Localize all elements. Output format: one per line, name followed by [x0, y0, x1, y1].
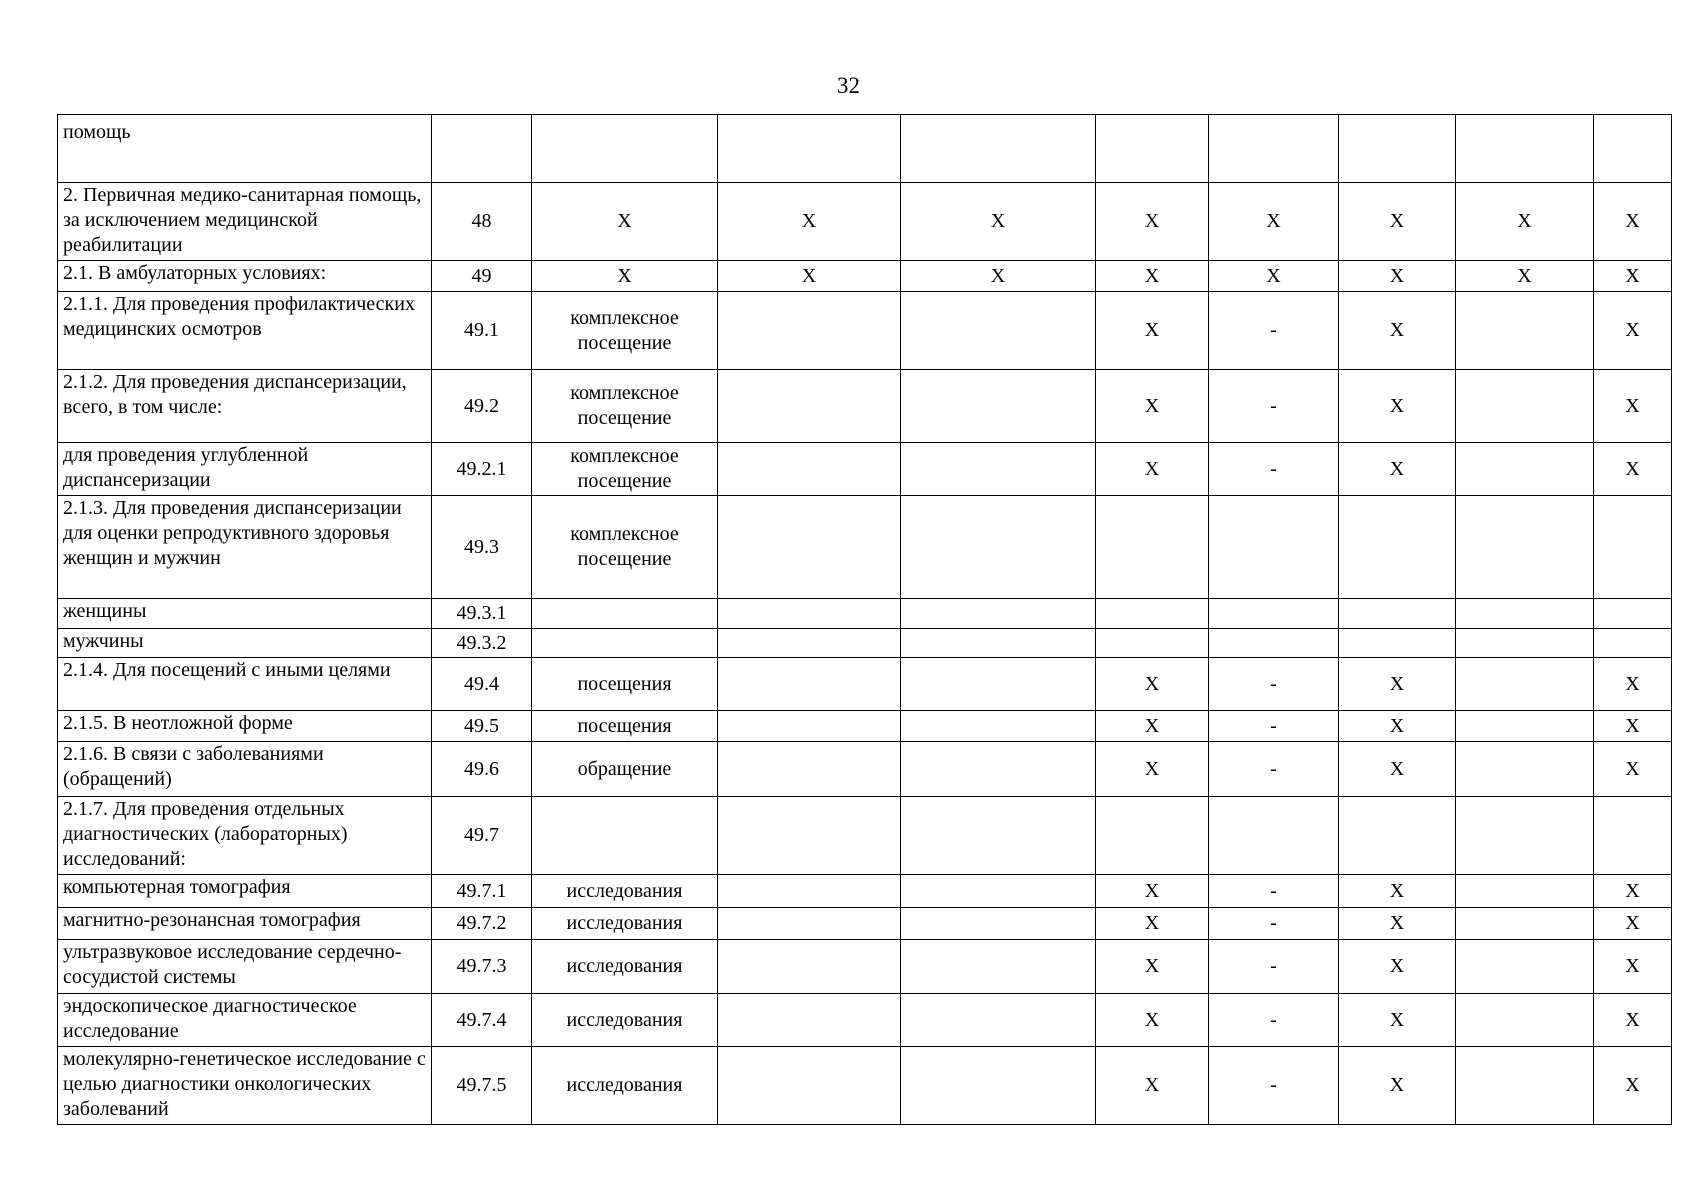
row-value-cell — [1339, 115, 1456, 183]
row-value-cell: X — [1096, 261, 1209, 292]
row-value-cell — [718, 370, 901, 443]
row-value-cell: X — [1594, 261, 1672, 292]
table-row — [58, 496, 1672, 599]
row-value-cell — [1456, 1047, 1594, 1125]
row-value-cell: X — [1096, 994, 1209, 1047]
row-value-cell: - — [1209, 908, 1339, 940]
row-name-cell: 2.1. В амбулаторных условиях: — [58, 261, 432, 292]
row-value-cell: X — [901, 183, 1096, 261]
row-value-cell: - — [1209, 875, 1339, 908]
row-value-cell: X — [1096, 711, 1209, 742]
row-value-cell — [718, 875, 901, 908]
row-value-cell — [901, 292, 1096, 370]
row-value-cell — [1209, 797, 1339, 875]
row-value-cell: X — [1594, 183, 1672, 261]
row-name-cell: 2.1.7. Для проведения отдельных диагностических (лабораторных) исследований: — [58, 797, 432, 875]
row-value-cell: X — [1096, 658, 1209, 711]
row-value-cell — [1096, 115, 1209, 183]
row-value-cell — [901, 875, 1096, 908]
row-value-cell: X — [1096, 292, 1209, 370]
row-value-cell: - — [1209, 940, 1339, 994]
table-row — [58, 629, 1672, 658]
row-value-cell — [901, 711, 1096, 742]
row-value-cell — [901, 629, 1096, 658]
row-value-cell — [1456, 908, 1594, 940]
row-code-cell: 49.7.2 — [432, 908, 532, 940]
row-value-cell — [718, 797, 901, 875]
row-name-cell: 2.1.3. Для проведения диспансеризации для оценки репродуктивного здоровья женщин и мужчин — [58, 496, 432, 599]
row-value-cell — [1209, 496, 1339, 599]
row-value-cell: X — [1096, 1047, 1209, 1125]
row-value-cell — [1456, 711, 1594, 742]
row-value-cell: X — [718, 261, 901, 292]
row-value-cell — [901, 496, 1096, 599]
row-value-cell — [718, 940, 901, 994]
row-code-cell: 49.7.1 — [432, 875, 532, 908]
row-value-cell: X — [1594, 1047, 1672, 1125]
row-value-cell: X — [1594, 443, 1672, 496]
table-row — [58, 940, 1672, 994]
row-unit-cell: посещения — [532, 658, 718, 711]
row-name-cell: для проведения углубленной диспансеризации — [58, 443, 432, 496]
row-name-cell: 2.1.1. Для проведения профилактических медицинских осмотров — [58, 292, 432, 370]
row-unit-cell: исследования — [532, 875, 718, 908]
table-row — [58, 115, 1672, 183]
row-value-cell: - — [1209, 658, 1339, 711]
row-value-cell — [1209, 629, 1339, 658]
row-code-cell: 49.2.1 — [432, 443, 532, 496]
row-value-cell: - — [1209, 742, 1339, 797]
row-value-cell — [718, 496, 901, 599]
row-value-cell: X — [1456, 261, 1594, 292]
row-value-cell — [1456, 629, 1594, 658]
row-value-cell — [901, 1047, 1096, 1125]
row-value-cell: X — [1339, 1047, 1456, 1125]
row-value-cell — [901, 797, 1096, 875]
row-value-cell — [1339, 797, 1456, 875]
row-value-cell: - — [1209, 443, 1339, 496]
row-value-cell — [1096, 496, 1209, 599]
row-value-cell — [718, 629, 901, 658]
row-value-cell: X — [1339, 875, 1456, 908]
row-unit-cell — [532, 797, 718, 875]
row-code-cell: 49.3.2 — [432, 629, 532, 658]
row-value-cell: X — [1096, 183, 1209, 261]
row-value-cell: X — [1594, 994, 1672, 1047]
row-value-cell — [901, 658, 1096, 711]
row-code-cell: 49 — [432, 261, 532, 292]
row-unit-cell: исследования — [532, 908, 718, 940]
row-value-cell — [1096, 797, 1209, 875]
row-value-cell — [1594, 496, 1672, 599]
data-table — [57, 114, 1672, 1125]
row-code-cell: 49.2 — [432, 370, 532, 443]
row-value-cell: X — [1339, 940, 1456, 994]
row-code-cell: 49.3.1 — [432, 599, 532, 629]
row-value-cell: X — [1096, 908, 1209, 940]
row-unit-cell — [532, 599, 718, 629]
row-unit-cell: исследования — [532, 940, 718, 994]
row-unit-cell: X — [532, 183, 718, 261]
row-unit-cell: исследования — [532, 994, 718, 1047]
row-value-cell — [718, 115, 901, 183]
table-row — [58, 370, 1672, 443]
row-value-cell: X — [1209, 261, 1339, 292]
row-value-cell — [1456, 370, 1594, 443]
row-value-cell — [901, 908, 1096, 940]
row-value-cell: X — [1096, 875, 1209, 908]
row-value-cell — [718, 908, 901, 940]
row-value-cell — [901, 115, 1096, 183]
row-value-cell: X — [1096, 940, 1209, 994]
row-value-cell — [1096, 629, 1209, 658]
row-code-cell: 49.4 — [432, 658, 532, 711]
row-value-cell — [1456, 443, 1594, 496]
row-value-cell — [1456, 940, 1594, 994]
row-name-cell: компьютерная томография — [58, 875, 432, 908]
row-value-cell: X — [1096, 742, 1209, 797]
row-value-cell: X — [1339, 908, 1456, 940]
row-value-cell — [1209, 599, 1339, 629]
row-value-cell: X — [1209, 183, 1339, 261]
table-row — [58, 908, 1672, 940]
row-value-cell: X — [718, 183, 901, 261]
row-value-cell: X — [1594, 292, 1672, 370]
row-value-cell — [718, 994, 901, 1047]
row-value-cell — [901, 370, 1096, 443]
row-value-cell — [1339, 599, 1456, 629]
row-value-cell: X — [1456, 183, 1594, 261]
row-unit-cell: комплексное посещение — [532, 496, 718, 599]
row-value-cell — [718, 599, 901, 629]
row-value-cell: X — [901, 261, 1096, 292]
row-value-cell — [1209, 115, 1339, 183]
row-unit-cell: комплексное посещение — [532, 443, 718, 496]
row-value-cell: X — [1339, 292, 1456, 370]
row-value-cell: X — [1594, 875, 1672, 908]
row-code-cell: 49.7.5 — [432, 1047, 532, 1125]
table-row — [58, 875, 1672, 908]
row-name-cell: помощь — [58, 115, 432, 183]
row-value-cell — [718, 292, 901, 370]
row-value-cell: X — [1339, 742, 1456, 797]
row-name-cell: 2. Первичная медико-санитарная помощь, за исключением медицинской реабилитации — [58, 183, 432, 261]
row-value-cell: - — [1209, 711, 1339, 742]
row-value-cell: X — [1096, 370, 1209, 443]
row-value-cell — [1456, 292, 1594, 370]
row-value-cell — [901, 940, 1096, 994]
row-name-cell: ультразвуковое исследование сердечно-сосудистой системы — [58, 940, 432, 994]
row-value-cell: X — [1594, 711, 1672, 742]
row-unit-cell: обращение — [532, 742, 718, 797]
row-code-cell: 49.7.4 — [432, 994, 532, 1047]
row-value-cell — [1456, 742, 1594, 797]
row-value-cell: X — [1594, 908, 1672, 940]
row-value-cell: X — [1594, 658, 1672, 711]
row-name-cell: молекулярно-генетическое исследование с целью диагностики онкологических заболеваний — [58, 1047, 432, 1125]
table-row — [58, 599, 1672, 629]
row-name-cell: эндоскопическое диагностическое исследование — [58, 994, 432, 1047]
row-value-cell — [1594, 115, 1672, 183]
row-name-cell: 2.1.6. В связи с заболеваниями (обращений) — [58, 742, 432, 797]
row-value-cell — [901, 742, 1096, 797]
row-name-cell: мужчины — [58, 629, 432, 658]
table-row — [58, 261, 1672, 292]
table-row — [58, 742, 1672, 797]
row-value-cell: X — [1594, 370, 1672, 443]
row-value-cell — [1456, 875, 1594, 908]
table-row — [58, 658, 1672, 711]
row-value-cell — [718, 443, 901, 496]
row-code-cell: 49.7.3 — [432, 940, 532, 994]
row-value-cell — [1594, 599, 1672, 629]
row-value-cell: X — [1594, 742, 1672, 797]
row-value-cell — [1339, 629, 1456, 658]
row-value-cell: X — [1594, 940, 1672, 994]
row-unit-cell — [532, 629, 718, 658]
row-value-cell — [718, 1047, 901, 1125]
row-code-cell: 49.3 — [432, 496, 532, 599]
row-value-cell — [1096, 599, 1209, 629]
row-code-cell: 49.1 — [432, 292, 532, 370]
table-row — [58, 994, 1672, 1047]
row-value-cell — [1456, 658, 1594, 711]
row-value-cell — [718, 711, 901, 742]
row-value-cell — [1456, 115, 1594, 183]
row-unit-cell: комплексное посещение — [532, 370, 718, 443]
row-value-cell — [901, 599, 1096, 629]
page-number: 32 — [837, 73, 860, 98]
row-code-cell: 48 — [432, 183, 532, 261]
row-code-cell — [432, 115, 532, 183]
row-name-cell: магнитно-резонансная томография — [58, 908, 432, 940]
row-value-cell: X — [1339, 370, 1456, 443]
row-value-cell: - — [1209, 370, 1339, 443]
row-unit-cell — [532, 115, 718, 183]
row-value-cell: - — [1209, 994, 1339, 1047]
row-unit-cell: X — [532, 261, 718, 292]
row-value-cell — [1456, 797, 1594, 875]
row-value-cell — [718, 658, 901, 711]
row-code-cell: 49.7 — [432, 797, 532, 875]
row-value-cell: X — [1339, 183, 1456, 261]
row-value-cell — [1456, 599, 1594, 629]
row-name-cell: женщины — [58, 599, 432, 629]
row-value-cell: X — [1339, 994, 1456, 1047]
row-value-cell — [1456, 994, 1594, 1047]
row-value-cell: X — [1339, 261, 1456, 292]
row-name-cell: 2.1.2. Для проведения диспансеризации, всего, в том числе: — [58, 370, 432, 443]
row-unit-cell: комплексное посещение — [532, 292, 718, 370]
row-code-cell: 49.6 — [432, 742, 532, 797]
table-row — [58, 443, 1672, 496]
row-value-cell: X — [1339, 443, 1456, 496]
row-value-cell: - — [1209, 292, 1339, 370]
table-row — [58, 292, 1672, 370]
row-value-cell: - — [1209, 1047, 1339, 1125]
row-value-cell: X — [1339, 711, 1456, 742]
row-name-cell: 2.1.5. В неотложной форме — [58, 711, 432, 742]
row-value-cell — [1594, 629, 1672, 658]
row-name-cell: 2.1.4. Для посещений с иными целями — [58, 658, 432, 711]
row-value-cell — [901, 443, 1096, 496]
row-value-cell — [718, 742, 901, 797]
row-value-cell — [1594, 797, 1672, 875]
row-code-cell: 49.5 — [432, 711, 532, 742]
row-value-cell — [901, 994, 1096, 1047]
row-unit-cell: исследования — [532, 1047, 718, 1125]
row-value-cell — [1456, 496, 1594, 599]
row-value-cell — [1339, 496, 1456, 599]
row-value-cell: X — [1339, 658, 1456, 711]
row-unit-cell: посещения — [532, 711, 718, 742]
table-row — [58, 797, 1672, 875]
table-row — [58, 1047, 1672, 1125]
table-row — [58, 183, 1672, 261]
row-value-cell: X — [1096, 443, 1209, 496]
table-row — [58, 711, 1672, 742]
